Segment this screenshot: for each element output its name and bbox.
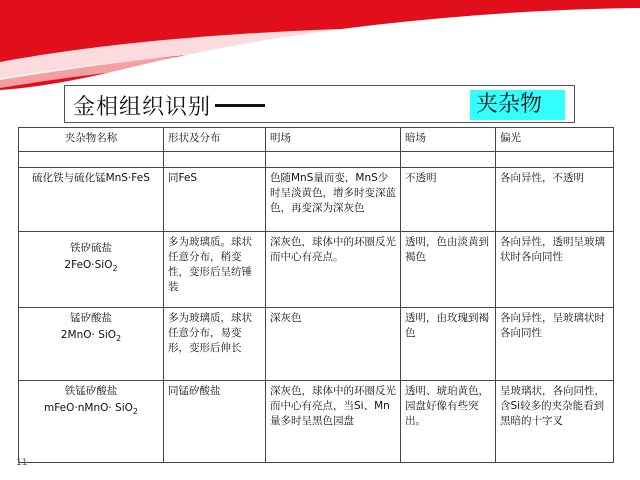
formula-sub: 2 (116, 334, 122, 344)
header-swoosh-decoration (0, 0, 640, 90)
slide-title: 金相组织识别 (73, 95, 212, 120)
cell-polar: 各向异性，透明呈玻璃状时各向同性 (496, 232, 614, 308)
header-dark-field: 暗场 (401, 128, 496, 152)
cell-shape: 同锰矽酸盐 (164, 381, 266, 463)
formula-main: 2MnO· SiO (60, 329, 117, 341)
cell-shape: 多为玻璃质。球状任意分布，稍变性，变形后呈纺锤装 (164, 232, 266, 308)
cell-name (19, 381, 164, 463)
table-header-row (19, 128, 614, 152)
cell-bright: 深灰色，球体中的环圈反光而中心有亮点。 (266, 232, 401, 308)
header-polarized: 偏光 (496, 128, 614, 152)
cell-name: 硫化铁与硫化锰MnS·FeS (19, 168, 164, 232)
cell-shape: 同FeS (164, 168, 266, 232)
header-shape: 形状及分布 (164, 128, 266, 152)
cell-name (19, 308, 164, 381)
table-row (19, 308, 614, 381)
cell-dark: 透明、琥珀黄色，园盘好像有些突出。 (401, 381, 496, 463)
formula-sub: 2 (132, 407, 138, 417)
cell-dark: 不透明 (401, 168, 496, 232)
header-bright-field: 明场 (266, 128, 401, 152)
cell-formula (23, 401, 159, 419)
cell-bright: 深灰色，球体中的环圈反光而中心有亮点，当Si、Mn量多时呈黑色园盘 (266, 381, 401, 463)
title-highlight: 夹杂物 (470, 90, 565, 120)
table-row (19, 168, 614, 232)
cell-polar: 各向异性，呈玻璃状时各向同性 (496, 308, 614, 381)
formula-main: 2FeO·SiO (64, 259, 113, 271)
header-name: 夹杂物名称 (19, 128, 164, 152)
cell-bright: 深灰色 (266, 308, 401, 381)
cell-dark: 透明，色由淡黄到褐色 (401, 232, 496, 308)
page-number: 11 (16, 458, 28, 468)
cell-bright: 色随MnS量而变，MnS少时呈淡黄色，增多时变深蓝色，再变深为深灰色 (266, 168, 401, 232)
slide-title-box (64, 85, 575, 123)
cell-polar: 各向异性，不透明 (496, 168, 614, 232)
formula-main: mFeO·nMnO· SiO (43, 402, 133, 414)
cell-shape: 多为玻璃质，球状任意分布，易变形，变形后伸长 (164, 308, 266, 381)
cell-name-text: 锰矽酸盐 (70, 312, 112, 324)
title-dash (215, 104, 265, 107)
cell-dark: 透明，由玫瑰到褐色 (401, 308, 496, 381)
inclusion-table (18, 127, 614, 463)
cell-formula (23, 328, 159, 346)
table-row (19, 232, 614, 308)
cell-polar: 呈玻璃状，各向同性，含Si较多的夹杂能看到黑暗的十字叉 (496, 381, 614, 463)
cell-name (19, 232, 164, 308)
cell-name-text: 铁锰矽酸盐 (64, 385, 118, 397)
cell-name-text: 铁矽硫盐 (70, 242, 112, 254)
formula-sub: 2 (112, 264, 118, 274)
table-spacer-row (19, 152, 614, 168)
cell-formula (23, 258, 159, 276)
table-row (19, 381, 614, 463)
